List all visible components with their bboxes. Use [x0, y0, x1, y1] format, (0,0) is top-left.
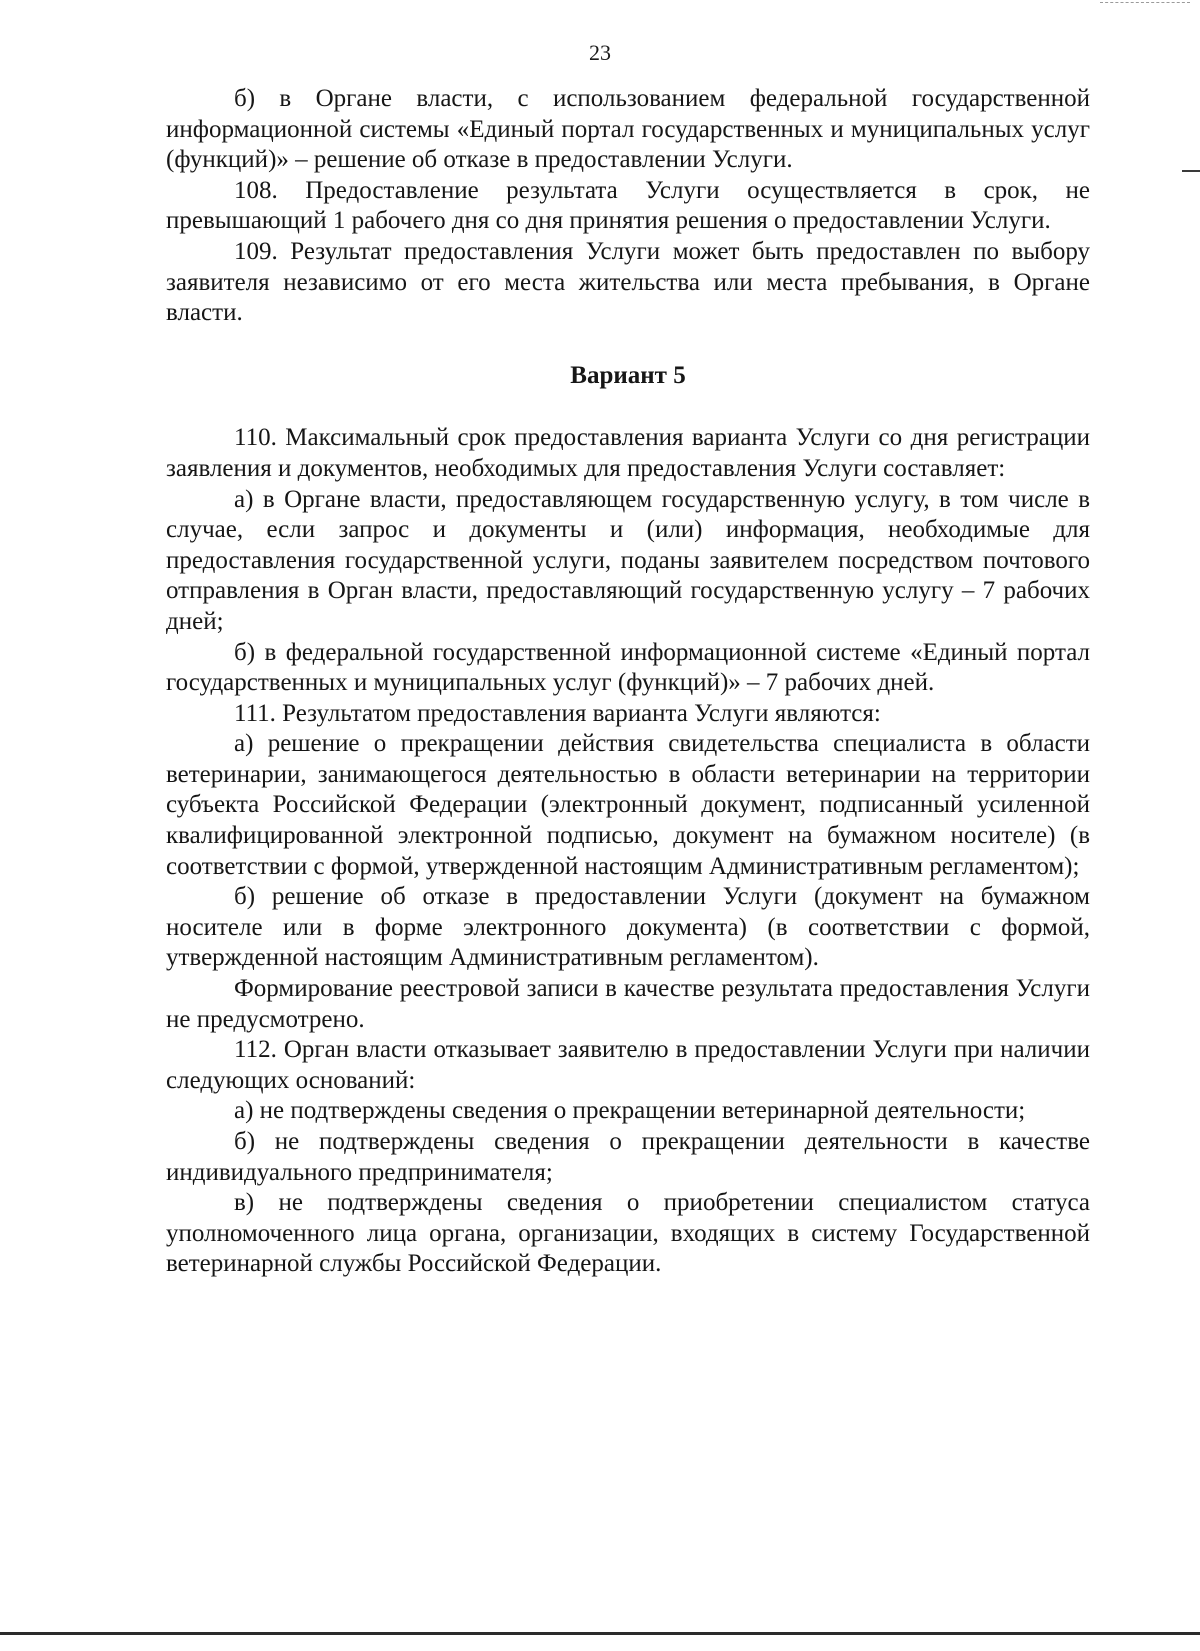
paragraph-111-b: б) решение об отказе в предоставлении Услуги (документ на бумажном носителе или в форме электронного документа) (в соответствии с формой, утвержденной настоящим Административным регламентом). [166, 883, 1090, 972]
scan-artifact-top [1100, 2, 1190, 4]
paragraph-110-a: а) в Органе власти, предоставляющем государственную услугу, в том числе в случае, если запрос и документы и (или) информация, необходимые для предоставления государственной услуги, поданы заявителем посредством почтового отправления в Орган власти, предоставляющий государственную услугу – 7 рабочих дней; [166, 485, 1090, 635]
document-body [166, 84, 1090, 1280]
paragraph-108: 108. Предоставление результата Услуги осуществляется в срок, не превышающий 1 рабочего дня со дня принятия решения о предоставлении Услуги. [166, 176, 1090, 235]
paragraph-109: 109. Результат предоставления Услуги может быть предоставлен по выбору заявителя независимо от его места жительства или места пребывания, в Органе власти. [166, 237, 1090, 327]
paragraph-112-b: б) не подтверждены сведения о прекращении деятельности в качестве индивидуального предпринимателя; [166, 1128, 1090, 1186]
page-bottom-rule [0, 1632, 1200, 1635]
section-heading-variant-5: Вариант 5 [570, 361, 686, 389]
paragraph-112: 112. Орган власти отказывает заявителю в предоставлении Услуги при наличии следующих оснований: [166, 1036, 1090, 1094]
paragraph-b-result: б) в Органе власти, с использованием федеральной государственной информационной системы «Единый портал государственных и муниципальных услуг (функций)» – решение об отказе в предоставлении Услуги. [166, 85, 1090, 174]
paragraph-112-v: в) не подтверждены сведения о приобретении специалистом статуса уполномоченного лица органа, организации, входящих в систему Государственной ветеринарной службы Российской Федерации. [166, 1189, 1090, 1278]
paragraph-110-b: б) в федеральной государственной информационной системе «Единый портал государственных и муниципальных услуг (функций)» – 7 рабочих дней. [166, 638, 1090, 697]
paragraph-112-a: а) не подтверждены сведения о прекращении ветеринарной деятельности; [234, 1097, 1026, 1125]
paragraph-registry-record: Формирование реестровой записи в качестве результата предоставления Услуги не предусмотрено. [166, 975, 1090, 1033]
paragraph-111: 111. Результатом предоставления варианта Услуги являются: [234, 699, 881, 727]
paragraph-110: 110. Максимальный срок предоставления варианта Услуги со дня регистрации заявления и документов, необходимых для предоставления Услуги составляет: [166, 424, 1090, 482]
scan-artifact-edge [1182, 170, 1200, 172]
page-number: 23 [589, 40, 611, 65]
paragraph-111-a: а) решение о прекращении действия свидетельства специалиста в области ветеринарии, занимающегося деятельностью в области ветеринарии на территории субъекта Российской Федерации (электронный документ, подписанный усиленной квалифицированной электронной подписью, документ на бумажном носителе) (в соответствии с формой, утвержденной настоящим Административным регламентом); [166, 730, 1090, 880]
